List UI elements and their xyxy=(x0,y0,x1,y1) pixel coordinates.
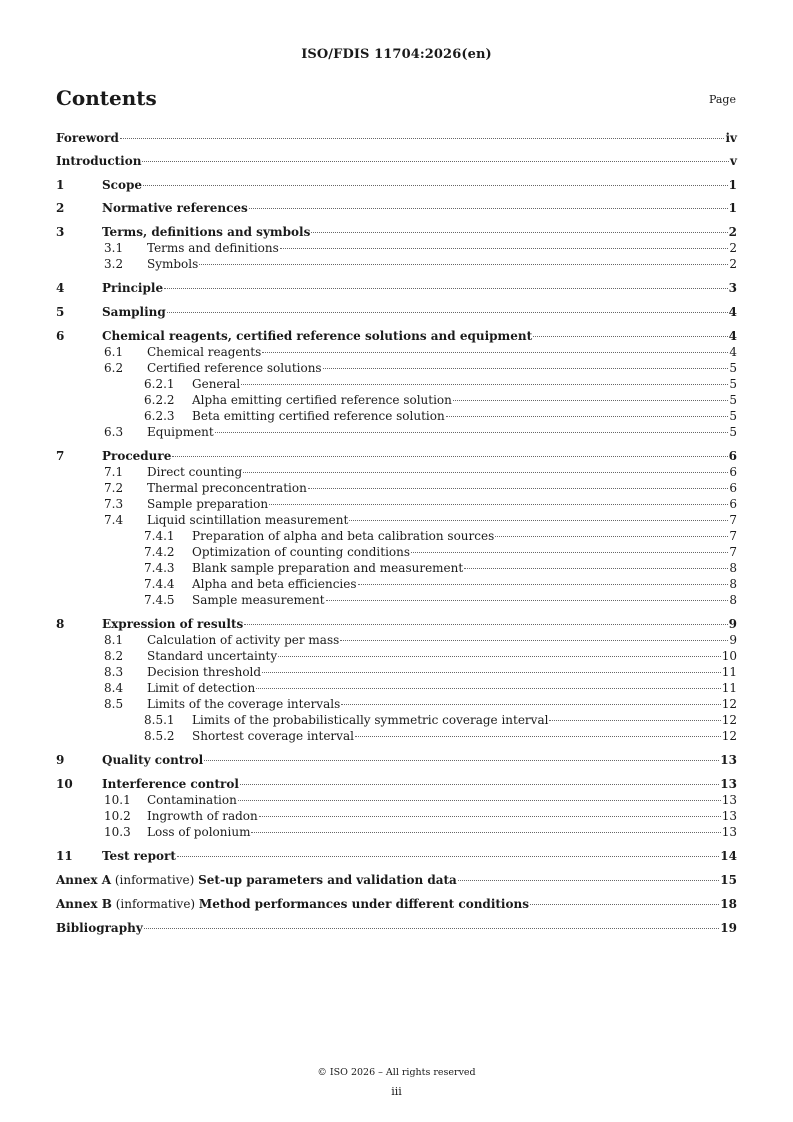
dot-leader xyxy=(358,584,729,585)
toc-entry-page: 7 xyxy=(729,529,737,543)
dot-leader xyxy=(355,736,721,737)
toc-entry-page: 4 xyxy=(728,305,737,319)
toc-entry-page: 7 xyxy=(729,513,737,527)
dot-leader xyxy=(251,832,720,833)
dot-leader xyxy=(241,384,728,385)
annex-label: Annex B xyxy=(56,897,112,911)
toc-entry-number: 7.4.3 xyxy=(144,561,175,575)
toc-entry-title: General xyxy=(192,377,241,391)
dot-leader xyxy=(199,264,728,265)
toc-entry-title: Contamination xyxy=(147,793,237,807)
dot-leader xyxy=(533,336,727,337)
dot-leader xyxy=(204,760,719,761)
toc-entry-number: 10.3 xyxy=(104,825,131,839)
contents-heading: Contents xyxy=(56,86,157,110)
toc-entry[interactable] xyxy=(56,848,737,864)
toc-entry-number: 8.1 xyxy=(104,633,124,647)
toc-entry[interactable] xyxy=(56,896,737,912)
toc-entry-number: 10.2 xyxy=(104,809,131,823)
toc-entry-title: Shortest coverage interval xyxy=(192,729,354,743)
toc-entry-page: 6 xyxy=(729,465,737,479)
toc-entry-title: Preparation of alpha and beta calibration sources xyxy=(192,529,495,543)
toc-entry[interactable] xyxy=(56,776,737,792)
toc-entry-title: Bibliography xyxy=(56,921,143,935)
toc-entry-number: 10.1 xyxy=(104,793,131,807)
toc-entry-page: 2 xyxy=(728,225,737,239)
toc-entry-number: 7.1 xyxy=(104,465,124,479)
dot-leader xyxy=(259,816,721,817)
toc-entry[interactable] xyxy=(56,130,737,146)
toc-entry[interactable] xyxy=(56,256,737,272)
dot-leader xyxy=(262,352,728,353)
toc-entry-number: 6.2.2 xyxy=(144,393,175,407)
toc-entry-number: 8.5.1 xyxy=(144,713,175,727)
toc-entry-page: 1 xyxy=(728,201,737,215)
toc-entry-title: Direct counting xyxy=(147,465,243,479)
toc-entry[interactable] xyxy=(56,200,737,216)
toc-entry-title: Limits of the probabilistically symmetric coverage interval xyxy=(192,713,549,727)
toc-entry-title: Quality control xyxy=(102,753,204,767)
toc-entry-page: 4 xyxy=(729,345,737,359)
toc-entry-title: Decision threshold xyxy=(147,665,262,679)
toc-entry-page: 3 xyxy=(728,281,737,295)
dot-leader xyxy=(446,416,729,417)
toc-entry[interactable] xyxy=(56,576,737,592)
document-id-header: ISO/FDIS 11704:2026(en) xyxy=(301,47,492,62)
toc-entry[interactable] xyxy=(56,240,737,256)
dot-leader xyxy=(340,640,728,641)
toc-entry[interactable] xyxy=(56,280,737,296)
dot-leader xyxy=(249,208,728,209)
toc-entry[interactable] xyxy=(56,920,737,936)
toc-entry-page: 11 xyxy=(721,681,737,695)
toc-entry-number: 6 xyxy=(56,329,65,343)
toc-entry-page: 5 xyxy=(729,409,737,423)
toc-entry-page: 13 xyxy=(720,753,737,767)
toc-entry[interactable] xyxy=(56,528,737,544)
toc-entry-number: 3 xyxy=(56,225,65,239)
toc-entry-title: Optimization of counting conditions xyxy=(192,545,411,559)
toc-entry-title xyxy=(56,872,457,888)
toc-entry[interactable] xyxy=(56,376,737,392)
toc-entry-page: 10 xyxy=(721,649,737,663)
toc-entry[interactable] xyxy=(56,560,737,576)
dot-leader xyxy=(464,568,728,569)
toc-entry-number: 6.2 xyxy=(104,361,124,375)
toc-entry-title: Introduction xyxy=(56,154,142,168)
toc-entry-number: 7.3 xyxy=(104,497,124,511)
toc-entry-page: 8 xyxy=(729,577,737,591)
toc-entry-title: Alpha and beta efficiencies xyxy=(192,577,357,591)
dot-leader xyxy=(238,800,721,801)
toc-entry-page: iv xyxy=(725,131,737,145)
dot-leader xyxy=(326,600,729,601)
toc-entry-number: 7.4.5 xyxy=(144,593,175,607)
dot-leader xyxy=(244,624,727,625)
toc-entry-title: Limit of detection xyxy=(147,681,256,695)
toc-entry-number: 1 xyxy=(56,178,65,192)
dot-leader xyxy=(308,488,729,489)
toc-entry-title: Expression of results xyxy=(102,617,244,631)
toc-entry-number: 7.4.1 xyxy=(144,529,175,543)
toc-entry-title: Interference control xyxy=(102,777,239,791)
toc-entry-page: 5 xyxy=(729,361,737,375)
dot-leader xyxy=(167,312,728,313)
toc-entry-page: 13 xyxy=(721,825,737,839)
dot-leader xyxy=(172,456,727,457)
toc-entry-number: 8.2 xyxy=(104,649,124,663)
toc-entry-title: Standard uncertainty xyxy=(147,649,278,663)
dot-leader xyxy=(411,552,728,553)
toc-entry-page: 8 xyxy=(729,561,737,575)
toc-entry-title: Beta emitting certified reference solution xyxy=(192,409,445,423)
toc-entry-page: 2 xyxy=(729,241,737,255)
toc-entry-title: Sample measurement xyxy=(192,593,325,607)
toc-entry-number: 8.4 xyxy=(104,681,124,695)
toc-entry-number: 9 xyxy=(56,753,65,767)
toc-entry[interactable] xyxy=(56,424,737,440)
annex-note: (informative) xyxy=(111,897,199,911)
dot-leader xyxy=(240,784,719,785)
toc-entry-title: Terms, definitions and symbols xyxy=(102,225,311,239)
toc-entry-page: 19 xyxy=(720,921,737,935)
toc-entry-page: 5 xyxy=(729,425,737,439)
toc-entry[interactable] xyxy=(56,680,737,696)
toc-entry-page: 13 xyxy=(721,809,737,823)
toc-entry-title: Chemical reagents xyxy=(147,345,262,359)
annex-title: Method performances under different conditions xyxy=(198,897,529,911)
toc-entry[interactable] xyxy=(56,448,737,464)
toc-entry-page: 6 xyxy=(729,481,737,495)
toc-entry-number: 7.4.4 xyxy=(144,577,175,591)
page-number: iii xyxy=(391,1085,402,1098)
toc-entry[interactable] xyxy=(56,616,737,632)
toc-entry-number: 2 xyxy=(56,201,65,215)
toc-entry-title: Principle xyxy=(102,281,164,295)
toc-entry-number: 7.4.2 xyxy=(144,545,175,559)
toc-entry-title: Certified reference solutions xyxy=(147,361,322,375)
toc-entry-title: Foreword xyxy=(56,131,119,145)
toc-entry[interactable] xyxy=(56,632,737,648)
toc-entry-page: 8 xyxy=(729,593,737,607)
toc-entry[interactable] xyxy=(56,752,737,768)
toc-entry[interactable] xyxy=(56,496,737,512)
toc-entry-number: 10 xyxy=(56,777,73,791)
annex-title: Set-up parameters and validation data xyxy=(198,873,457,887)
toc-entry[interactable] xyxy=(56,648,737,664)
toc-entry-number: 8.5 xyxy=(104,697,124,711)
toc-entry-page: 12 xyxy=(721,713,737,727)
toc-entry-number: 4 xyxy=(56,281,65,295)
toc-entry[interactable] xyxy=(56,360,737,376)
toc-entry-page: 4 xyxy=(728,329,737,343)
dot-leader xyxy=(549,720,720,721)
dot-leader xyxy=(256,688,721,689)
toc-entry-page: 13 xyxy=(721,793,737,807)
dot-leader xyxy=(262,672,721,673)
toc-entry-number: 6.1 xyxy=(104,345,124,359)
toc-entry-number: 8.3 xyxy=(104,665,124,679)
dot-leader xyxy=(142,161,729,162)
toc-entry[interactable] xyxy=(56,392,737,408)
toc-entry-page: 14 xyxy=(720,849,737,863)
toc-entry[interactable] xyxy=(56,664,737,680)
toc-entry-title: Sampling xyxy=(102,305,166,319)
toc-entry-page: 15 xyxy=(720,873,737,887)
toc-entry-page: 5 xyxy=(729,377,737,391)
toc-entry-number: 5 xyxy=(56,305,65,319)
toc-entry[interactable] xyxy=(56,712,737,728)
toc-entry-number: 8 xyxy=(56,617,65,631)
toc-entry-title: Chemical reagents, certified reference solutions and equipment xyxy=(102,329,533,343)
toc-entry[interactable] xyxy=(56,544,737,560)
toc-entry-title: Symbols xyxy=(147,257,199,271)
toc-entry-page: 6 xyxy=(729,497,737,511)
toc-entry-title: Limits of the coverage intervals xyxy=(147,697,341,711)
toc-entry[interactable] xyxy=(56,480,737,496)
annex-label: Annex A xyxy=(56,873,112,887)
toc-entry-number: 6.2.3 xyxy=(144,409,175,423)
dot-leader xyxy=(269,504,728,505)
dot-leader xyxy=(323,368,729,369)
toc-entry[interactable] xyxy=(56,792,737,808)
dot-leader xyxy=(530,904,719,905)
toc-entry[interactable] xyxy=(56,824,737,840)
toc-entry-title: Normative references xyxy=(102,201,248,215)
toc-entry-title: Liquid scintillation measurement xyxy=(147,513,349,527)
dot-leader xyxy=(453,400,728,401)
toc-entry-number: 8.5.2 xyxy=(144,729,175,743)
toc-entry-number: 6.3 xyxy=(104,425,124,439)
dot-leader xyxy=(177,856,719,857)
toc-entry-page: 18 xyxy=(720,897,737,911)
toc-entry[interactable] xyxy=(56,304,737,320)
toc-entry-title: Sample preparation xyxy=(147,497,269,511)
toc-entry-page: v xyxy=(730,154,737,168)
toc-entry-page: 6 xyxy=(728,449,737,463)
dot-leader xyxy=(280,248,729,249)
page-column-label: Page xyxy=(708,93,736,106)
toc-entry[interactable] xyxy=(56,808,737,824)
toc-entry-number: 7.2 xyxy=(104,481,124,495)
toc-entry-title xyxy=(56,896,529,912)
toc-entry[interactable] xyxy=(56,696,737,712)
toc-entry-page: 11 xyxy=(721,665,737,679)
annex-note: (informative) xyxy=(111,873,199,887)
toc-entry[interactable] xyxy=(56,512,737,528)
toc-entry[interactable] xyxy=(56,224,737,240)
toc-entry[interactable] xyxy=(56,592,737,608)
toc-entry-title: Alpha emitting certified reference solution xyxy=(192,393,452,407)
toc-entry[interactable] xyxy=(56,408,737,424)
toc-entry[interactable] xyxy=(56,177,737,193)
dot-leader xyxy=(495,536,728,537)
dot-leader xyxy=(243,472,728,473)
toc-entry[interactable] xyxy=(56,728,737,744)
toc-entry-title: Calculation of activity per mass xyxy=(147,633,340,647)
toc-entry[interactable] xyxy=(56,344,737,360)
dot-leader xyxy=(120,138,725,139)
dot-leader xyxy=(349,520,728,521)
dot-leader xyxy=(164,288,728,289)
toc-entry-page: 5 xyxy=(729,393,737,407)
toc-entry-number: 3.1 xyxy=(104,241,124,255)
dot-leader xyxy=(144,928,720,929)
toc-entry-number: 6.2.1 xyxy=(144,377,175,391)
toc-entry-title: Procedure xyxy=(102,449,172,463)
toc-entry-title: Loss of polonium xyxy=(147,825,251,839)
toc-entry-title: Ingrowth of radon xyxy=(147,809,258,823)
toc-entry-page: 13 xyxy=(720,777,737,791)
toc-entry[interactable] xyxy=(56,464,737,480)
toc-entry-page: 12 xyxy=(721,729,737,743)
dot-leader xyxy=(311,232,727,233)
dot-leader xyxy=(341,704,720,705)
toc-entry[interactable] xyxy=(56,153,737,169)
toc-entry-page: 12 xyxy=(721,697,737,711)
toc-entry-title: Scope xyxy=(102,178,143,192)
toc-entry-number: 7 xyxy=(56,449,65,463)
toc-entry-title: Equipment xyxy=(147,425,214,439)
toc-entry-page: 1 xyxy=(728,178,737,192)
toc-entry-title: Thermal preconcentration xyxy=(147,481,307,495)
toc-entry-number: 7.4 xyxy=(104,513,124,527)
toc-entry-page: 9 xyxy=(729,633,737,647)
dot-leader xyxy=(278,656,721,657)
dot-leader xyxy=(458,880,719,881)
toc-entry[interactable] xyxy=(56,328,737,344)
dot-leader xyxy=(143,185,728,186)
toc-entry-number: 3.2 xyxy=(104,257,124,271)
copyright-notice: © ISO 2026 – All rights reserved xyxy=(317,1067,476,1078)
toc-entry[interactable] xyxy=(56,872,737,888)
toc-entry-title: Terms and definitions xyxy=(147,241,279,255)
toc-entry-number: 11 xyxy=(56,849,73,863)
toc-entry-page: 7 xyxy=(729,545,737,559)
toc-entry-title: Blank sample preparation and measurement xyxy=(192,561,464,575)
toc-entry-page: 9 xyxy=(728,617,737,631)
dot-leader xyxy=(215,432,729,433)
toc-entry-page: 2 xyxy=(729,257,737,271)
toc-entry-title: Test report xyxy=(102,849,176,863)
